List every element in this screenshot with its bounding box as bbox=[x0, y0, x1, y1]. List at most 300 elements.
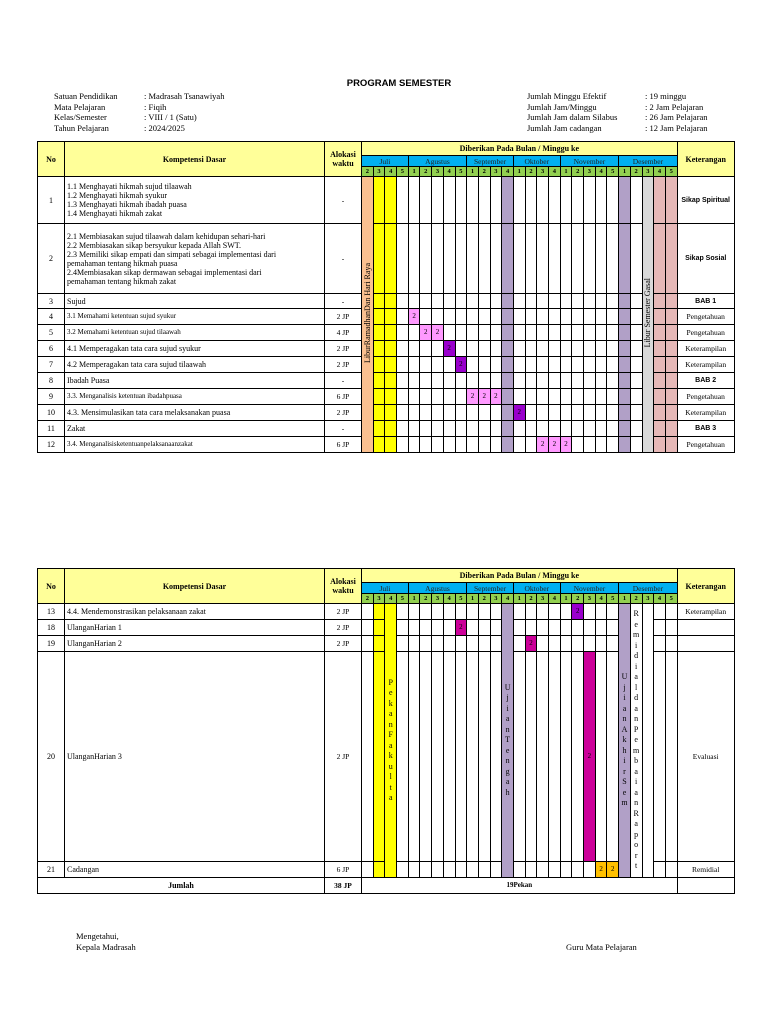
schedule-cell bbox=[595, 325, 607, 341]
schedule-cell bbox=[478, 421, 490, 437]
schedule-cell bbox=[455, 224, 467, 294]
info-label: Mata Pelajaran bbox=[54, 101, 106, 112]
keterangan: Pengetahuan bbox=[677, 309, 734, 325]
schedule-cell bbox=[455, 294, 467, 309]
keterangan bbox=[677, 636, 734, 652]
kd-line: 3.3. Menganalisis ketentuan ibadahpuasa bbox=[67, 392, 182, 400]
schedule-cell bbox=[513, 620, 525, 636]
schedule-cell bbox=[549, 652, 561, 862]
schedule-cell bbox=[560, 405, 572, 421]
schedule-cell bbox=[549, 604, 561, 620]
schedule-cell bbox=[513, 357, 525, 373]
row-number: 20 bbox=[38, 652, 65, 862]
kd-line: 1.1 Menghayati hikmah sujud tilaawah bbox=[67, 182, 192, 191]
table-row bbox=[38, 325, 735, 341]
schedule-cell bbox=[619, 389, 631, 405]
schedule-cell bbox=[478, 652, 490, 862]
schedule-cell bbox=[525, 405, 537, 421]
month-header: Juli bbox=[362, 156, 409, 167]
schedule-cell bbox=[490, 341, 502, 357]
row-number: 3 bbox=[38, 294, 65, 309]
schedule-cell bbox=[584, 421, 596, 437]
schedule-mark: 2 bbox=[560, 437, 572, 453]
schedule-cell bbox=[619, 294, 631, 309]
schedule-cell bbox=[607, 309, 619, 325]
schedule-cell bbox=[572, 373, 584, 389]
schedule-cell bbox=[665, 405, 677, 421]
schedule-cell bbox=[420, 421, 432, 437]
schedule-cell bbox=[362, 620, 374, 636]
schedule-cell bbox=[619, 224, 631, 294]
schedule-cell bbox=[584, 177, 596, 224]
schedule-cell bbox=[630, 421, 642, 437]
schedule-cell bbox=[537, 325, 549, 341]
alokasi-waktu: 4 JP bbox=[325, 325, 362, 341]
week-number: 3 bbox=[432, 167, 444, 177]
schedule-cell bbox=[408, 421, 420, 437]
week-number: 5 bbox=[397, 167, 409, 177]
schedule-mark: 2 bbox=[607, 862, 619, 878]
schedule-cell bbox=[549, 357, 561, 373]
info-value: : 2 Jam Pelajaran bbox=[645, 101, 704, 112]
schedule-cell bbox=[467, 373, 479, 389]
week-number: 1 bbox=[560, 594, 572, 604]
schedule-cell bbox=[467, 652, 479, 862]
schedule-cell bbox=[537, 389, 549, 405]
schedule-cell bbox=[560, 620, 572, 636]
week-number: 5 bbox=[455, 594, 467, 604]
header-alokasi-waktu: Alokasi waktu bbox=[325, 569, 362, 604]
kompetensi-dasar bbox=[65, 294, 325, 309]
info-label: Jumlah Jam dalam Silabus bbox=[527, 112, 618, 122]
schedule-cell bbox=[513, 341, 525, 357]
schedule-cell bbox=[525, 389, 537, 405]
holiday-band bbox=[362, 177, 374, 453]
schedule-cell bbox=[373, 325, 385, 341]
schedule-cell bbox=[595, 341, 607, 357]
schedule-cell bbox=[513, 652, 525, 862]
kd-line: Ibadah Puasa bbox=[67, 376, 110, 385]
keterangan: Pengetahuan bbox=[677, 389, 734, 405]
signature-left-line2: Kepala Madrasah bbox=[76, 942, 136, 952]
week-number: 5 bbox=[665, 594, 677, 604]
schedule-cell bbox=[560, 325, 572, 341]
schedule-cell bbox=[408, 341, 420, 357]
keterangan: Pengetahuan bbox=[677, 437, 734, 453]
schedule-cell bbox=[490, 325, 502, 341]
schedule-cell bbox=[537, 224, 549, 294]
schedule-cell bbox=[537, 620, 549, 636]
schedule-cell bbox=[490, 652, 502, 862]
schedule-cell bbox=[467, 309, 479, 325]
week-number: 2 bbox=[525, 594, 537, 604]
week-number: 4 bbox=[385, 594, 397, 604]
schedule-cell bbox=[584, 373, 596, 389]
schedule-cell bbox=[502, 373, 514, 389]
schedule-cell bbox=[607, 652, 619, 862]
schedule-cell bbox=[443, 389, 455, 405]
schedule-cell bbox=[455, 604, 467, 620]
schedule-cell bbox=[478, 636, 490, 652]
schedule-cell bbox=[654, 341, 666, 357]
schedule-mark: 2 bbox=[549, 437, 561, 453]
schedule-cell bbox=[584, 294, 596, 309]
header-kompetensi-dasar: Kompetensi Dasar bbox=[65, 569, 325, 604]
schedule-cell bbox=[525, 177, 537, 224]
keterangan bbox=[677, 620, 734, 636]
header-no: No bbox=[38, 142, 65, 177]
header-row bbox=[38, 142, 735, 156]
schedule-cell bbox=[607, 357, 619, 373]
schedule-cell bbox=[490, 405, 502, 421]
schedule-cell bbox=[397, 652, 409, 862]
week-number: 2 bbox=[478, 594, 490, 604]
schedule-cell bbox=[362, 636, 374, 652]
kd-line: 1.2 Menghayati hikmah syukur bbox=[67, 191, 167, 200]
week-number: 1 bbox=[467, 167, 479, 177]
schedule-cell bbox=[467, 636, 479, 652]
kompetensi-dasar bbox=[65, 437, 325, 453]
row-number: 2 bbox=[38, 224, 65, 294]
schedule-cell bbox=[549, 177, 561, 224]
schedule-cell bbox=[385, 389, 397, 405]
holiday-label: LiburRamadhanDan Hari Raya bbox=[362, 263, 372, 363]
schedule-cell bbox=[584, 357, 596, 373]
keterangan: Sikap Spiritual bbox=[677, 177, 734, 224]
schedule-cell bbox=[420, 177, 432, 224]
table-row bbox=[38, 437, 735, 453]
schedule-cell bbox=[443, 620, 455, 636]
schedule-mark: 2 bbox=[525, 636, 537, 652]
keterangan: Remidial bbox=[677, 862, 734, 878]
schedule-cell bbox=[584, 636, 596, 652]
schedule-cell bbox=[397, 309, 409, 325]
total-pekan: 19Pekan bbox=[362, 878, 678, 894]
ujian-akhir-band bbox=[619, 604, 631, 878]
schedule-cell bbox=[619, 405, 631, 421]
week-number: 3 bbox=[373, 167, 385, 177]
schedule-cell bbox=[397, 862, 409, 878]
schedule-cell bbox=[502, 421, 514, 437]
schedule-cell bbox=[443, 294, 455, 309]
schedule-cell bbox=[549, 862, 561, 878]
schedule-cell bbox=[467, 224, 479, 294]
schedule-cell bbox=[619, 437, 631, 453]
week-number: 4 bbox=[549, 594, 561, 604]
kd-line: 4.1 Memperagakan tata cara sujud syukur bbox=[67, 344, 201, 353]
week-number: 4 bbox=[385, 167, 397, 177]
week-number: 2 bbox=[420, 594, 432, 604]
schedule-cell bbox=[630, 357, 642, 373]
schedule-cell bbox=[513, 177, 525, 224]
schedule-cell bbox=[502, 405, 514, 421]
schedule-cell bbox=[665, 437, 677, 453]
week-number: 3 bbox=[642, 594, 654, 604]
schedule-cell bbox=[619, 421, 631, 437]
schedule-cell bbox=[513, 309, 525, 325]
schedule-cell bbox=[385, 294, 397, 309]
schedule-cell bbox=[432, 341, 444, 357]
schedule-cell bbox=[560, 373, 572, 389]
info-label: Jumlah Minggu Efektif bbox=[527, 91, 607, 101]
header-keterangan: Keterangan bbox=[677, 569, 734, 604]
schedule-cell bbox=[595, 604, 607, 620]
month-header: September bbox=[467, 583, 514, 594]
schedule-cell bbox=[467, 325, 479, 341]
schedule-mark: 2 bbox=[467, 389, 479, 405]
schedule-cell bbox=[595, 437, 607, 453]
schedule-cell bbox=[455, 405, 467, 421]
schedule-cell bbox=[607, 421, 619, 437]
keterangan: Keterampilan bbox=[677, 405, 734, 421]
week-number: 5 bbox=[607, 167, 619, 177]
schedule-cell bbox=[584, 341, 596, 357]
month-header: Agustus bbox=[408, 156, 466, 167]
schedule-cell bbox=[443, 604, 455, 620]
kd-line: 3.2 Memahami ketentuan sujud tilaawah bbox=[67, 328, 181, 336]
schedule-cell bbox=[432, 604, 444, 620]
schedule-cell bbox=[525, 620, 537, 636]
page-title: PROGRAM SEMESTER bbox=[346, 78, 452, 89]
row-number: 1 bbox=[38, 177, 65, 224]
schedule-cell bbox=[420, 620, 432, 636]
schedule-cell bbox=[373, 373, 385, 389]
schedule-cell bbox=[513, 294, 525, 309]
schedule-cell bbox=[490, 357, 502, 373]
schedule-cell bbox=[373, 604, 385, 620]
schedule-cell bbox=[525, 437, 537, 453]
schedule-cell bbox=[572, 389, 584, 405]
schedule-cell bbox=[549, 341, 561, 357]
schedule-cell bbox=[397, 405, 409, 421]
schedule-cell bbox=[630, 341, 642, 357]
schedule-cell bbox=[490, 636, 502, 652]
schedule-cell bbox=[584, 620, 596, 636]
schedule-cell bbox=[490, 224, 502, 294]
alokasi-waktu: - bbox=[325, 421, 362, 437]
schedule-cell bbox=[408, 224, 420, 294]
schedule-cell bbox=[490, 373, 502, 389]
week-number: 3 bbox=[537, 594, 549, 604]
week-number: 3 bbox=[490, 594, 502, 604]
schedule-cell bbox=[584, 224, 596, 294]
schedule-cell bbox=[595, 636, 607, 652]
signature-left-line1: Mengetahui, bbox=[76, 931, 119, 941]
schedule-cell bbox=[549, 620, 561, 636]
schedule-cell bbox=[572, 405, 584, 421]
keterangan: Evaluasi bbox=[677, 652, 734, 862]
kd-line: 3.1 Memahami ketentuan sujud syukur bbox=[67, 312, 177, 320]
schedule-cell bbox=[455, 862, 467, 878]
month-header: Desember bbox=[619, 583, 678, 594]
alokasi-waktu: 2 JP bbox=[325, 309, 362, 325]
schedule-cell bbox=[420, 437, 432, 453]
schedule-cell bbox=[397, 620, 409, 636]
alokasi-waktu: 2 JP bbox=[325, 405, 362, 421]
kompetensi-dasar: UlanganHarian 3 bbox=[65, 652, 325, 862]
info-row bbox=[54, 112, 224, 123]
schedule-cell bbox=[408, 389, 420, 405]
week-number: 5 bbox=[397, 594, 409, 604]
schedule-cell bbox=[549, 294, 561, 309]
schedule-cell bbox=[665, 636, 677, 652]
week-number: 2 bbox=[478, 167, 490, 177]
row-number: 12 bbox=[38, 437, 65, 453]
ujian-tengah-label: U j i a n T e n g a h bbox=[504, 682, 511, 797]
schedule-cell bbox=[665, 389, 677, 405]
kd-line: pemahaman tentang hikmah zakat bbox=[67, 276, 177, 286]
schedule-cell bbox=[560, 636, 572, 652]
schedule-cell bbox=[478, 309, 490, 325]
schedule-cell bbox=[490, 177, 502, 224]
schedule-cell bbox=[397, 177, 409, 224]
schedule-cell bbox=[537, 294, 549, 309]
schedule-cell bbox=[654, 620, 666, 636]
schedule-cell bbox=[467, 341, 479, 357]
remidial-raport-label: R e m i d i a l d a n P e m b a i a n R a p o r t bbox=[633, 609, 640, 871]
kd-line: 2.3 Memiliki sikap empati dan simpati sebagai implementasi dari bbox=[67, 249, 277, 259]
schedule-cell bbox=[455, 177, 467, 224]
schedule-cell bbox=[525, 294, 537, 309]
kompetensi-dasar bbox=[65, 421, 325, 437]
schedule-cell bbox=[549, 389, 561, 405]
month-header: Agustus bbox=[408, 583, 466, 594]
schedule-cell bbox=[665, 341, 677, 357]
kd-line: Sujud bbox=[67, 296, 86, 306]
schedule-cell bbox=[654, 636, 666, 652]
row-number: 8 bbox=[38, 373, 65, 389]
schedule-cell bbox=[525, 604, 537, 620]
schedule-cell bbox=[537, 357, 549, 373]
schedule-cell bbox=[572, 294, 584, 309]
week-number: 1 bbox=[467, 594, 479, 604]
alokasi-waktu: 2 JP bbox=[325, 652, 362, 862]
schedule-cell bbox=[467, 437, 479, 453]
schedule-cell bbox=[385, 373, 397, 389]
week-number: 4 bbox=[502, 167, 514, 177]
kd-line: 2.4Membiasakan sikap dermawan sebagai implementasi dari bbox=[67, 267, 262, 277]
schedule-cell bbox=[607, 177, 619, 224]
schedule-cell bbox=[537, 862, 549, 878]
schedule-cell bbox=[525, 357, 537, 373]
schedule-cell bbox=[397, 636, 409, 652]
week-number: 4 bbox=[443, 594, 455, 604]
schedule-cell bbox=[665, 862, 677, 878]
schedule-cell bbox=[385, 177, 397, 224]
schedule-cell bbox=[607, 294, 619, 309]
kd-line: 3.4. Menganalisisketentuanpelaksanaanzakat bbox=[67, 440, 193, 448]
week-number: 1 bbox=[619, 167, 631, 177]
schedule-cell bbox=[478, 437, 490, 453]
schedule-cell bbox=[502, 357, 514, 373]
schedule-cell bbox=[595, 357, 607, 373]
alokasi-waktu: 2 JP bbox=[325, 357, 362, 373]
schedule-cell bbox=[572, 636, 584, 652]
schedule-cell bbox=[420, 636, 432, 652]
schedule-cell bbox=[572, 421, 584, 437]
row-number: 21 bbox=[38, 862, 65, 878]
alokasi-waktu: 2 JP bbox=[325, 604, 362, 620]
alokasi-waktu: 6 JP bbox=[325, 862, 362, 878]
schedule-cell bbox=[432, 357, 444, 373]
week-number: 4 bbox=[654, 594, 666, 604]
schedule-cell bbox=[595, 373, 607, 389]
month-header: November bbox=[560, 156, 618, 167]
schedule-cell bbox=[443, 325, 455, 341]
schedule-cell bbox=[408, 652, 420, 862]
schedule-cell bbox=[619, 177, 631, 224]
schedule-cell bbox=[607, 341, 619, 357]
row-number: 11 bbox=[38, 421, 65, 437]
schedule-cell bbox=[478, 604, 490, 620]
schedule-cell bbox=[619, 373, 631, 389]
schedule-cell bbox=[654, 294, 666, 309]
schedule-cell bbox=[630, 325, 642, 341]
schedule-cell bbox=[420, 294, 432, 309]
info-value: : Madrasah Tsanawiyah bbox=[144, 91, 225, 101]
schedule-cell bbox=[397, 294, 409, 309]
alokasi-waktu: 2 JP bbox=[325, 341, 362, 357]
schedule-cell bbox=[537, 309, 549, 325]
schedule-cell bbox=[525, 341, 537, 357]
schedule-cell bbox=[397, 604, 409, 620]
schedule-mark: 2 bbox=[537, 437, 549, 453]
kd-line: 2.2 Membiasakan sikap bersyukur kepada Allah SWT. bbox=[67, 240, 242, 250]
schedule-cell bbox=[572, 652, 584, 862]
schedule-cell bbox=[362, 604, 374, 620]
schedule-cell bbox=[502, 389, 514, 405]
header-alokasi-waktu: Alokasi waktu bbox=[325, 142, 362, 177]
schedule-cell bbox=[490, 421, 502, 437]
info-label: Satuan Pendidikan bbox=[54, 91, 118, 101]
schedule-cell bbox=[455, 325, 467, 341]
schedule-cell bbox=[478, 357, 490, 373]
schedule-cell bbox=[373, 357, 385, 373]
schedule-cell bbox=[607, 604, 619, 620]
schedule-cell bbox=[630, 389, 642, 405]
schedule-cell bbox=[630, 177, 642, 224]
week-number: 5 bbox=[455, 167, 467, 177]
ujian-tengah-band bbox=[502, 604, 514, 878]
schedule-cell bbox=[560, 421, 572, 437]
schedule-cell bbox=[408, 862, 420, 878]
schedule-cell bbox=[478, 862, 490, 878]
schedule-cell bbox=[584, 309, 596, 325]
schedule-cell bbox=[572, 177, 584, 224]
schedule-cell bbox=[654, 405, 666, 421]
header-keterangan: Keterangan bbox=[677, 142, 734, 177]
schedule-cell bbox=[373, 224, 385, 294]
schedule-cell bbox=[630, 405, 642, 421]
schedule-cell bbox=[397, 389, 409, 405]
schedule-cell bbox=[584, 437, 596, 453]
schedule-cell bbox=[467, 294, 479, 309]
kompetensi-dasar bbox=[65, 405, 325, 421]
table-row bbox=[38, 294, 735, 309]
schedule-cell bbox=[420, 652, 432, 862]
schedule-cell bbox=[502, 294, 514, 309]
schedule-cell bbox=[513, 437, 525, 453]
schedule-cell bbox=[537, 405, 549, 421]
signature-right: Guru Mata Pelajaran bbox=[566, 942, 637, 952]
schedule-cell bbox=[432, 309, 444, 325]
schedule-cell bbox=[595, 294, 607, 309]
schedule-cell bbox=[572, 437, 584, 453]
kompetensi-dasar: 4.4. Mendemonstrasikan pelaksanaan zakat bbox=[65, 604, 325, 620]
week-number: 4 bbox=[595, 594, 607, 604]
row-number: 9 bbox=[38, 389, 65, 405]
info-row bbox=[54, 123, 224, 134]
